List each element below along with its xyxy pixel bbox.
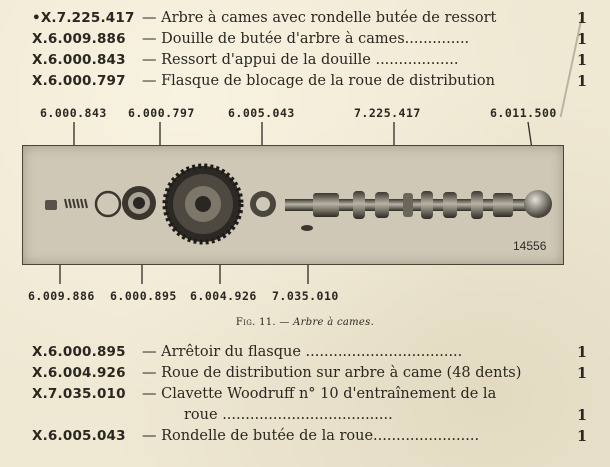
- part-qty: 1: [577, 428, 588, 445]
- photo-label: 7.225.417: [354, 106, 421, 120]
- part-desc: — Arbre à cames avec rondelle butée de ressort: [142, 10, 497, 26]
- woodruff-key-part: [301, 225, 313, 231]
- part-ref: X.6.000.895: [32, 344, 126, 360]
- photo-label: 6.000.895: [110, 289, 177, 303]
- bushing-part: [45, 200, 57, 210]
- part-qty: 1: [577, 365, 588, 382]
- parts-row: [24, 384, 594, 405]
- part-qty: 1: [577, 407, 588, 424]
- part-ref: X.7.035.010: [32, 386, 126, 402]
- photo-label: 6.009.886: [28, 289, 95, 303]
- part-ref: X.6.000.797: [32, 73, 126, 89]
- part-desc-continuation: roue .....................................: [184, 407, 393, 423]
- photo-label: 6.000.797: [128, 106, 195, 120]
- camshaft-photo: [22, 145, 564, 265]
- part-desc: — Clavette Woodruff n° 10 d'entraînement de la: [142, 386, 497, 402]
- photo-label: 6.011.500: [490, 106, 557, 120]
- part-desc: — Arrêtoir du flasque ..................................: [142, 344, 463, 360]
- spring-part: [65, 199, 87, 208]
- figure-number: Fig. 11.: [235, 317, 276, 328]
- part-desc: — Ressort d'appui de la douille ..................: [142, 52, 459, 68]
- part-desc: — Douille de butée d'arbre à cames..............: [142, 31, 470, 47]
- part-ref: X.6.000.843: [32, 52, 126, 68]
- part-qty: 1: [577, 52, 588, 69]
- photo-label: 6.005.043: [228, 106, 295, 120]
- part-ref: X.6.005.043: [32, 428, 126, 444]
- parts-row: [24, 363, 594, 384]
- photo-label: 6.000.843: [40, 106, 107, 120]
- timing-gear-part: [165, 166, 241, 242]
- ball-part: [524, 190, 552, 218]
- camshaft-illustration: [23, 146, 563, 264]
- part-qty: 1: [577, 10, 588, 27]
- photo-label: 6.004.926: [190, 289, 257, 303]
- photo-label: 7.035.010: [272, 289, 339, 303]
- part-qty: 1: [577, 31, 588, 48]
- part-desc: — Flasque de blocage de la roue de distribution: [142, 73, 495, 89]
- stop-ring-part: [96, 192, 120, 216]
- camshaft-part: [285, 191, 535, 219]
- parts-row: [24, 342, 594, 363]
- parts-row: [24, 426, 594, 447]
- figure-caption: [0, 317, 610, 328]
- part-ref: X.6.009.886: [32, 31, 126, 47]
- figure-title: — Arbre à cames.: [279, 317, 375, 328]
- part-qty: 1: [577, 73, 588, 90]
- part-desc: — Rondelle de butée de la roue.......................: [142, 428, 480, 444]
- part-desc: — Roue de distribution sur arbre à came (48 dents): [142, 365, 522, 381]
- bottom-parts-list: [24, 342, 594, 447]
- part-qty: 1: [577, 344, 588, 361]
- parts-row-continuation: [24, 405, 594, 426]
- part-ref: •X.7.225.417: [32, 10, 135, 26]
- photo-number: 14556: [513, 239, 547, 253]
- part-ref: X.6.004.926: [32, 365, 126, 381]
